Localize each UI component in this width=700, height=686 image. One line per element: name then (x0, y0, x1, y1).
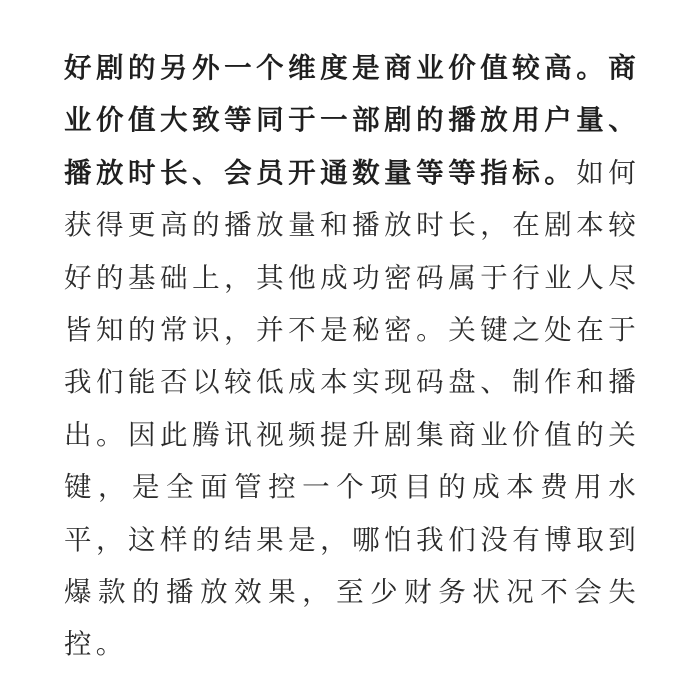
article-body-text: 如何获得更高的播放量和播放时长，在剧本较好的基础上，其他成功密码属于行业人尽皆知的常识，并不是秘密。关键之处在于我们能否以较低成本实现码盘、制作和播出。因此腾讯视频提升剧集商业价值的关键，是全面管控一个项目的成本费用水平，这样的结果是，哪怕我们没有博取到爆款的播放效果，至少财务状况不会失控。 (64, 156, 640, 661)
article-paragraph (64, 42, 640, 671)
article-bold-lead: 好剧的另外一个维度是商业价值较高。商业价值大致等同于一部剧的播放用户量、播放时长、会员开通数量等等指标。 (64, 52, 640, 189)
